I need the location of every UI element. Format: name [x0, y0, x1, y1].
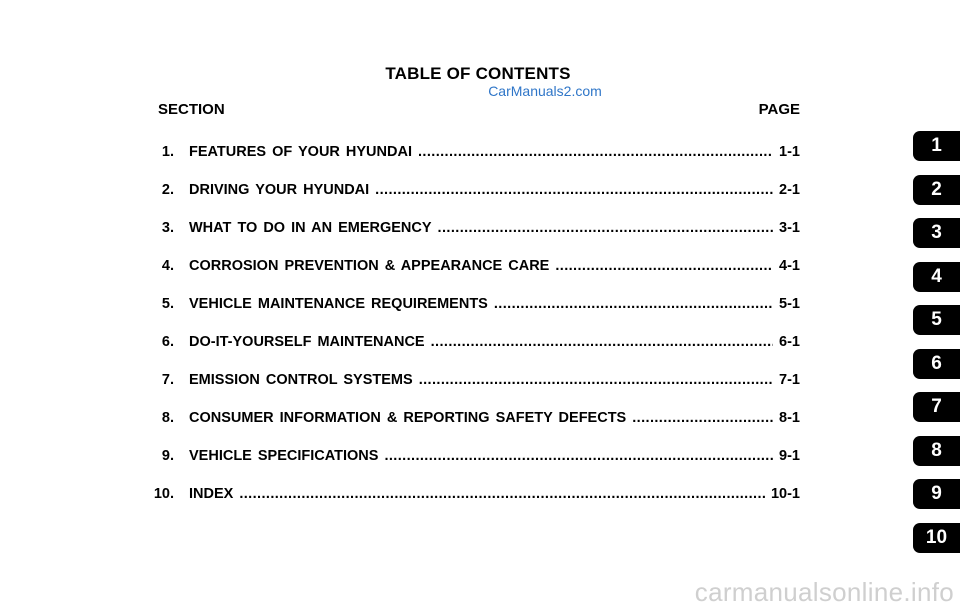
toc-entry-number: 7. [161, 372, 174, 388]
toc-entry[interactable] [140, 446, 800, 484]
watermark-bottom[interactable]: carmanualsonline.info [694, 577, 954, 607]
section-tab-4[interactable]: 4 [913, 262, 960, 292]
toc-entry-number: 9. [161, 448, 174, 464]
toc-entry-page: 2-1 [779, 182, 800, 198]
toc-entry-label: DO-IT-YOURSELF MAINTENANCE [189, 334, 425, 350]
section-tab-6[interactable]: 6 [913, 349, 960, 379]
toc-entry-number: 10. [153, 486, 174, 502]
section-tab-7[interactable]: 7 [913, 392, 960, 422]
section-tab-8[interactable]: 8 [913, 436, 960, 466]
toc-entry[interactable] [140, 180, 800, 218]
toc-entry[interactable] [140, 218, 800, 256]
toc-entry-label: DRIVING YOUR HYUNDAI [189, 182, 370, 198]
toc-entry-page: 3-1 [779, 220, 800, 236]
toc-entry-label: WHAT TO DO IN AN EMERGENCY [189, 220, 432, 236]
toc-entry-label: CONSUMER INFORMATION & REPORTING SAFETY DEFECTS [189, 410, 627, 426]
toc-entry[interactable] [140, 484, 800, 522]
toc-entry[interactable] [140, 332, 800, 370]
toc-entry-page: 8-1 [779, 410, 800, 426]
toc-entry-page: 10-1 [770, 486, 800, 502]
dot-leader [419, 370, 773, 390]
toc-entry-page: 4-1 [779, 258, 800, 274]
toc-entry-number: 4. [161, 258, 174, 274]
dot-leader [632, 408, 773, 428]
page-column-header: PAGE [758, 101, 800, 118]
dot-leader [384, 446, 773, 466]
toc-entry-number: 5. [161, 296, 174, 312]
watermark-top[interactable]: CarManuals2.com [488, 83, 602, 99]
toc-entry-page: 1-1 [779, 144, 800, 160]
toc-entry-label: INDEX [189, 486, 234, 502]
table-of-contents [140, 142, 800, 522]
toc-entry-page: 9-1 [779, 448, 800, 464]
toc-entry-label: VEHICLE MAINTENANCE REQUIREMENTS [189, 296, 488, 312]
toc-entry-number: 6. [161, 334, 174, 350]
toc-entry-page: 6-1 [779, 334, 800, 350]
dot-leader [418, 142, 773, 162]
toc-entry-label: VEHICLE SPECIFICATIONS [189, 448, 379, 464]
toc-entry-number: 8. [161, 410, 174, 426]
dot-leader [375, 180, 773, 200]
section-column-header: SECTION [158, 101, 225, 118]
toc-entry-number: 2. [161, 182, 174, 198]
section-tab-5[interactable]: 5 [913, 305, 960, 335]
dot-leader [555, 256, 773, 276]
section-tab-2[interactable]: 2 [913, 175, 960, 205]
toc-entry-label: CORROSION PREVENTION & APPEARANCE CARE [189, 258, 550, 274]
dot-leader [438, 218, 773, 238]
toc-entry[interactable] [140, 142, 800, 180]
dot-leader [494, 294, 773, 314]
toc-entry-page: 5-1 [779, 296, 800, 312]
toc-entry-label: FEATURES OF YOUR HYUNDAI [189, 144, 412, 160]
toc-entry[interactable] [140, 370, 800, 408]
section-tab-10[interactable]: 10 [913, 523, 960, 553]
toc-entry[interactable] [140, 294, 800, 332]
toc-entry-number: 3. [161, 220, 174, 236]
section-tab-9[interactable]: 9 [913, 479, 960, 509]
toc-entry-number: 1. [161, 144, 174, 160]
toc-entry-label: EMISSION CONTROL SYSTEMS [189, 372, 413, 388]
toc-entry-page: 7-1 [779, 372, 800, 388]
dot-leader [431, 332, 773, 352]
section-tab-3[interactable]: 3 [913, 218, 960, 248]
dot-leader [239, 484, 765, 504]
toc-entry[interactable] [140, 408, 800, 446]
page-title: TABLE OF CONTENTS [385, 64, 571, 83]
section-tabs [913, 131, 960, 566]
toc-entry[interactable] [140, 256, 800, 294]
section-tab-1[interactable]: 1 [913, 131, 960, 161]
